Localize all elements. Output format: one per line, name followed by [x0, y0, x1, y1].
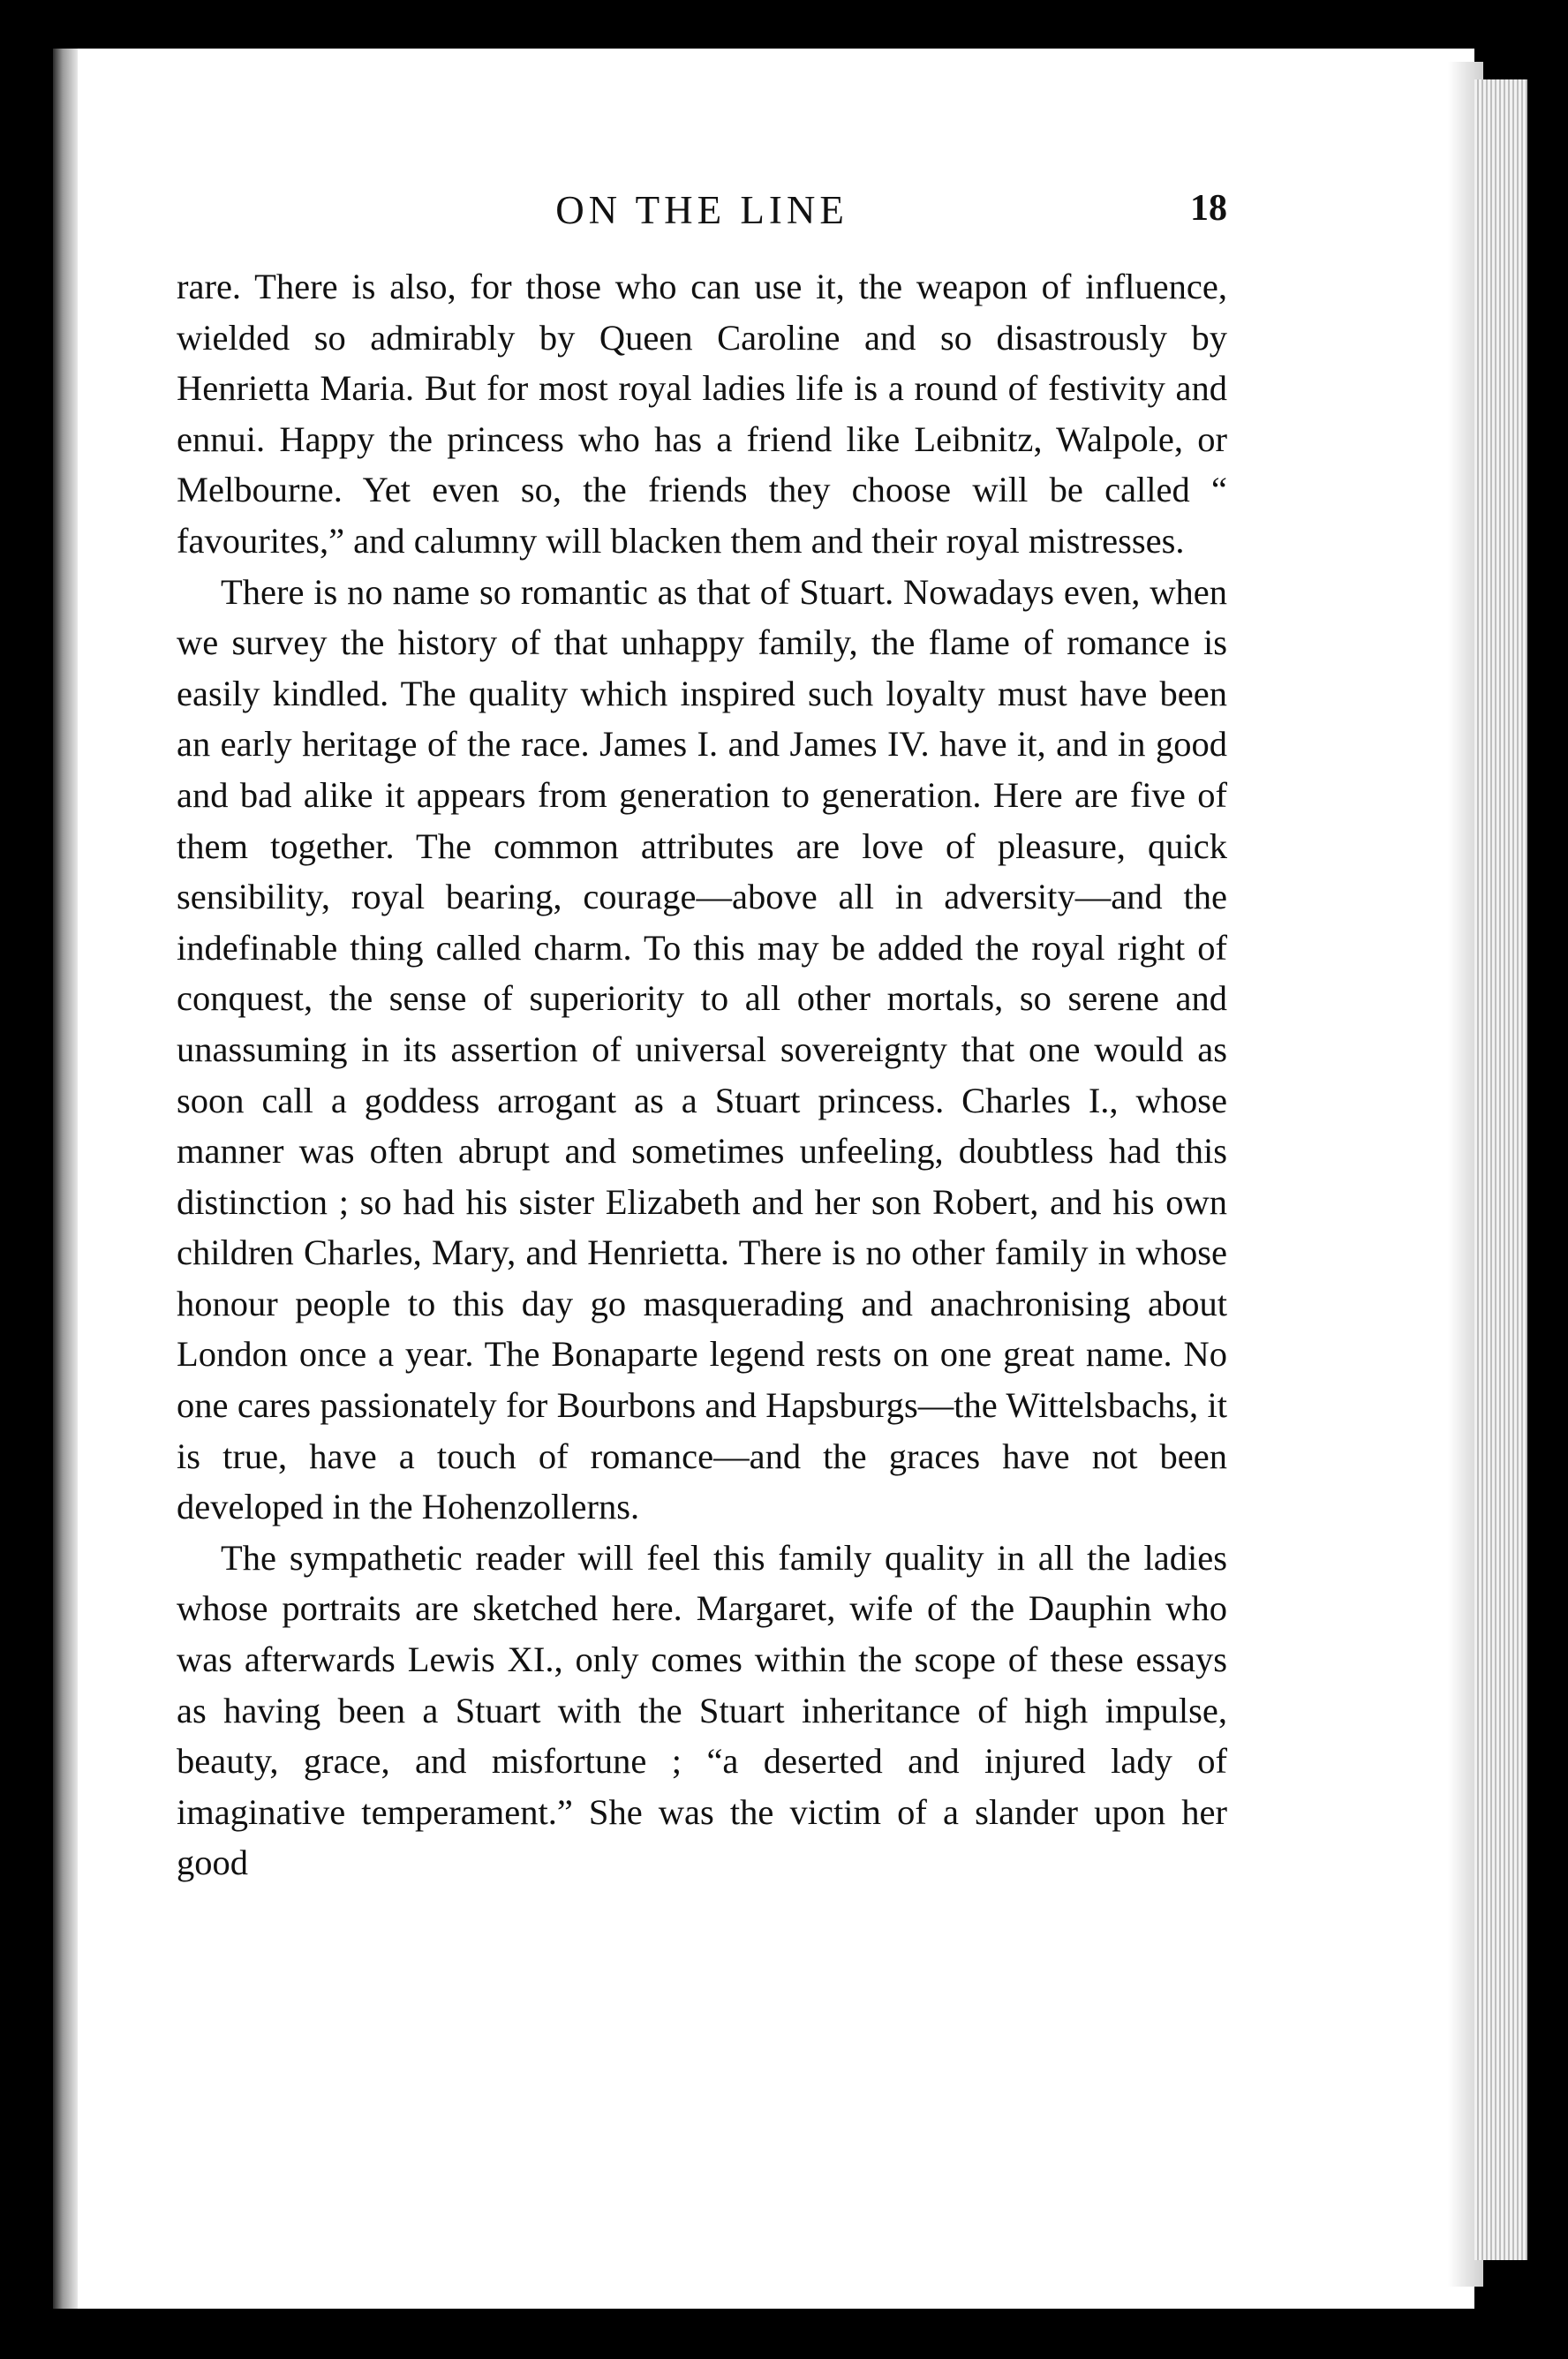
running-head: [177, 187, 1227, 240]
paragraph-1: rare. There is also, for those who can use it, the weapon of influence, wielded so admirably by Queen Caroline and so disastrously by Henrietta Maria. But for most royal ladies life is a round of festivity and ennui. Happy the princess who has a friend like Leibnitz, Walpole, or Melbourne. Yet even so, the friends they choose will be called “ favourites,” and calumny will blacken them and their royal mistresses.: [177, 267, 1227, 561]
fore-edge-pages: [1474, 79, 1527, 2260]
binding-gutter: [53, 49, 78, 2309]
running-title: ON THE LINE: [555, 188, 848, 232]
page-number: 18: [1190, 188, 1227, 229]
paragraph-2: There is no name so romantic as that of Stuart. Nowadays even, when we survey the history of that unhappy family, the flame of romance is easily kindled. The quality which inspired such loyalty must have been an early heritage of the race. James I. and James IV. have it, and in good and bad alike it appears from generation to generation. Here are five of them together. The common attributes are love of pleasure, quick sensibility, royal bearing, courage—above all in adversity—and the indefinable thing called charm. To this may be added the royal right of conquest, the sense of superiority to all other mortals, so serene and unassuming in its assertion of universal sovereignty that one would as soon call a goddess arrogant as a Stuart princess. Charles I., whose manner was often abrupt and sometimes unfeeling, doubtless had this distinction ; so had his sister Elizabeth and her son Robert, and his own children Charles, Mary, and Henrietta. There is no other family in whose honour people to this day go masquerading and anachronising about London once a year. The Bonaparte legend rests on one great name. No one cares passionately for Bourbons and Hapsburgs—the Wittelsbachs, it is true, have a touch of romance—and the graces have not been developed in the Hohenzollerns.: [177, 571, 1227, 1527]
body-text: [177, 261, 1227, 1888]
paragraph-3: The sympathetic reader will feel this family quality in all the ladies whose portraits are sketched here. Margaret, wife of the Dauphin who was afterwards Lewis XI., only comes within the scope of these essays as having been a Stuart with the Stuart inheritance of high impulse, beauty, grace, and misfortune ; “a deserted and injured lady of imaginative temperament.” She was the victim of a slander upon her good: [177, 1537, 1227, 1883]
